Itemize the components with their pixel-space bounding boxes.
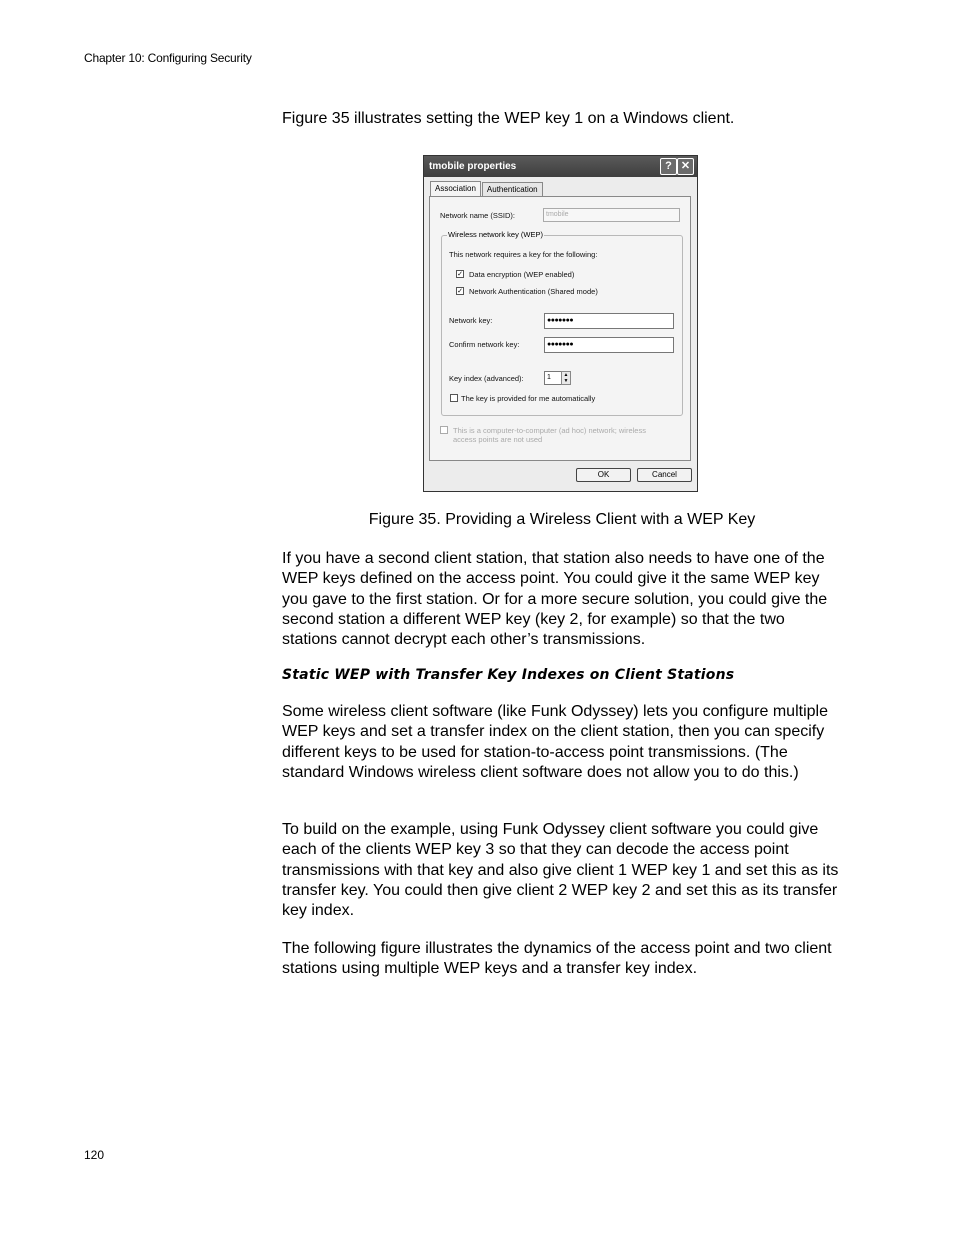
tab-strip [430,182,544,197]
network-key-label: Network key: [449,316,493,325]
auto-key-label: The key is provided for me automatically [461,394,596,403]
paragraph-example: To build on the example, using Funk Odyssey client software you could give each of the clients WEP key 3 so that they can decode the access point transmissions with that key and also give client 1 WEP key 1 and set this as its transfer key. You could then give client 2 WEP key 2 and set this as its transfer key index. [282,821,839,920]
network-auth-checkbox[interactable]: ✓ [457,288,463,295]
wep-group-legend: Wireless network key (WEP) [448,230,544,239]
tab-authentication[interactable]: Authentication [482,182,543,197]
help-button[interactable]: ? [660,158,677,175]
data-encryption-checkbox[interactable]: ✓ [457,271,463,278]
cancel-button[interactable]: Cancel [637,468,692,482]
auto-key-checkbox[interactable] [450,394,458,402]
paragraph-funk-odyssey: Some wireless client software (like Funk Odyssey) lets you configure multiple WEP keys and set a transfer index on the client station, then you can specify different keys to be used for station-to-access point transmissions. (The standard Windows wireless client software does not allow you to do this.) [282,703,828,781]
close-button[interactable]: ✕ [677,158,694,175]
ok-button[interactable]: OK [576,468,631,482]
paragraph-second-client: If you have a second client station, that station also needs to have one of the WEP keys defined on the access point. You could give it the same WEP key you gave to the first station. Or for a more secure solution, you could give the second station a different WEP key (key 2, for example) so that the two stations cannot decrypt each other’s transmissions. [282,550,828,649]
confirm-key-label: Confirm network key: [449,340,520,349]
dialog-titlebar [424,156,697,177]
adhoc-label-line1: This is a computer-to-computer (ad hoc) network; wireless [453,426,646,435]
data-encryption-label: Data encryption (WEP enabled) [469,270,575,279]
adhoc-label-line2: access points are not used [453,435,543,444]
running-header: Chapter 10: Configuring Security [84,51,252,65]
figure-caption: Figure 35. Providing a Wireless Client with a WEP Key [368,511,756,528]
dialog-title: tmobile properties [429,161,517,172]
key-index-label: Key index (advanced): [449,374,524,383]
adhoc-checkbox[interactable] [440,426,448,434]
network-auth-label: Network Authentication (Shared mode) [469,287,598,296]
wep-groupbox [441,230,683,416]
key-index-spinner[interactable] [561,371,571,385]
tab-panel [429,196,691,461]
network-name-field[interactable]: tmobile [543,208,680,222]
spin-up-icon[interactable]: ▲ [563,372,569,378]
page-number: 120 [84,1148,105,1162]
requires-text: This network requires a key for the following: [449,250,598,259]
network-name-label: Network name (SSID): [440,211,516,220]
tab-association[interactable]: Association [430,181,481,196]
network-key-field[interactable]: ●●●●●●● [544,313,674,329]
intro-paragraph: Figure 35 illustrates setting the WEP key 1 on a Windows client. [282,110,735,127]
section-subheading: Static WEP with Transfer Key Indexes on Client Stations [282,667,735,683]
spin-down-icon[interactable]: ▼ [563,378,569,384]
properties-dialog [423,155,698,492]
key-index-field[interactable]: 1 [544,371,562,385]
confirm-key-field[interactable]: ●●●●●●● [544,337,674,353]
paragraph-following-figure: The following figure illustrates the dynamics of the access point and two client stations using multiple WEP keys and a transfer key index. [282,940,832,978]
